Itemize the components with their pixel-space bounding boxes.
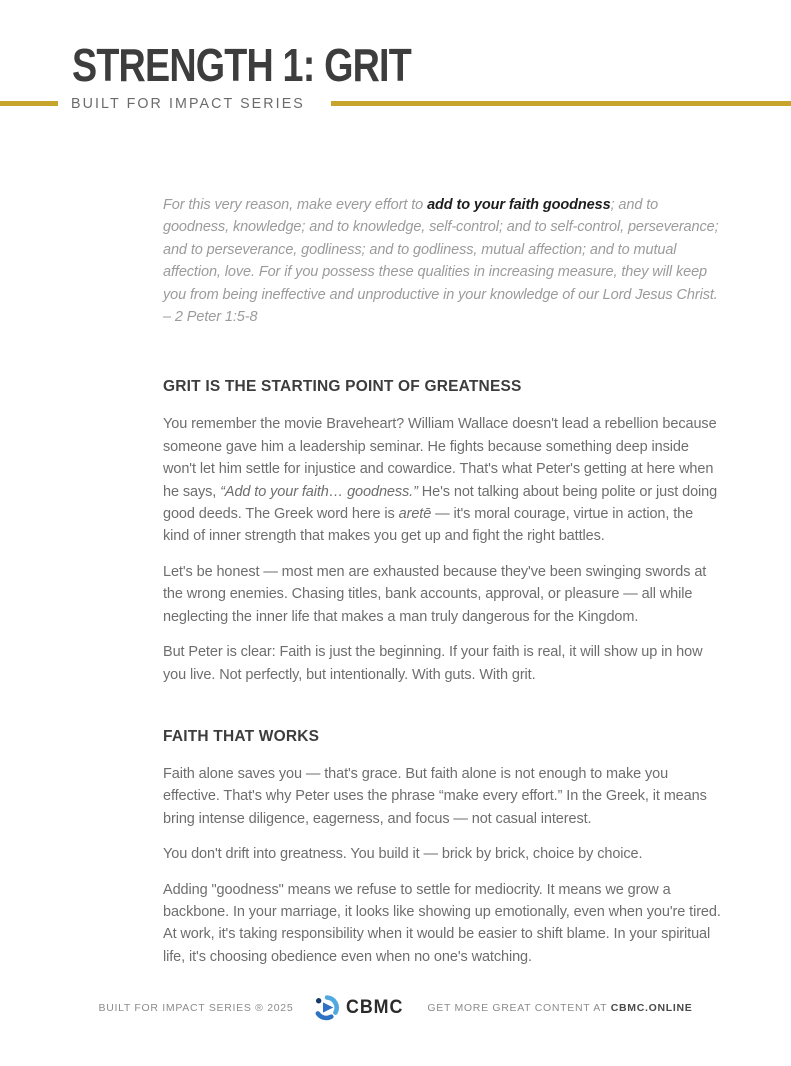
accent-rule-left: [0, 101, 58, 106]
series-banner: [0, 95, 791, 112]
footer-cta-text: GET MORE GREAT CONTENT AT: [427, 1001, 611, 1014]
footer-cta: [427, 1002, 692, 1014]
section-grit: [163, 378, 723, 685]
paragraph: You don't drift into greatness. You build it — brick by brick, choice by choice.: [163, 846, 643, 863]
page-footer: [0, 994, 791, 1021]
page-title: STRENGTH 1: GRIT: [72, 39, 411, 91]
cbmc-online-link[interactable]: CBMC.ONLINE: [610, 1001, 693, 1014]
cbmc-logo: [313, 994, 407, 1021]
quote-emphasis: add to your faith goodness: [427, 197, 611, 213]
section-heading: FAITH THAT WORKS: [163, 727, 320, 745]
quote-pre-text: For this very reason, make every effort to: [163, 197, 428, 213]
quote-post-text: ; and to goodness, knowledge; and to knowledge, self-control; and to self-control, perseverance; and to perseverance, godliness; and to godliness, mutual affection; and to mutual affection, love. For if you possess these qualities in increasing measure, they will keep you from being ineffective and unproductive in your knowledge of our Lord Jesus Christ. – 2 Peter 1:5-8: [163, 197, 719, 326]
document-header: [0, 39, 791, 112]
series-subtitle: BUILT FOR IMPACT SERIES: [71, 95, 305, 112]
scripture-quote: [163, 194, 723, 328]
paragraph: Faith alone saves you — that's grace. But faith alone is not enough to make you effective. That's why Peter uses the phrase “make every effort.” In the Greek, it means bring intense diligence, eagerness, and focus — not casual interest.: [163, 765, 707, 827]
accent-rule-right: [331, 101, 791, 106]
paragraph: Let's be honest — most men are exhausted because they've been swinging swords at the wrong enemies. Chasing titles, bank accounts, approval, or pleasure — all while neglecting the inner life that makes a man truly dangerous for the Kingdom.: [163, 563, 707, 625]
cbmc-logo-icon: [313, 994, 340, 1021]
paragraph: Adding "goodness" means we refuse to settle for mediocrity. It means we grow a backbone. In your marriage, it looks like showing up emotionally, even when you're tired. At work, it's taking responsibility when it would be easier to shift blame. In your spiritual life, it's choosing obedience even when no one's watching.: [163, 881, 721, 965]
content-column: [163, 194, 723, 968]
section-heading: GRIT IS THE STARTING POINT OF GREATNESS: [163, 378, 522, 396]
paragraph: But Peter is clear: Faith is just the beginning. If your faith is real, it will show up in how you live. Not perfectly, but intentionally. With guts. With grit.: [163, 644, 703, 683]
footer-series-label: BUILT FOR IMPACT SERIES ® 2025: [98, 1001, 294, 1014]
cbmc-wordmark: CBMC: [346, 996, 404, 1018]
section-faith-that-works: [163, 728, 723, 968]
paragraph: You remember the movie Braveheart? William Wallace doesn't lead a rebellion because someone gave him a leadership seminar. He fights because something deep inside won't let him settle for injustice and cowardice. That's what Peter's getting at here when he says, “Add to your faith… goodness.” He's not talking about being polite or just doing good deeds. The Greek word here is aretē — it's moral courage, virtue in action, the kind of inner strength that makes you get up and fight the right battles.: [163, 416, 718, 545]
